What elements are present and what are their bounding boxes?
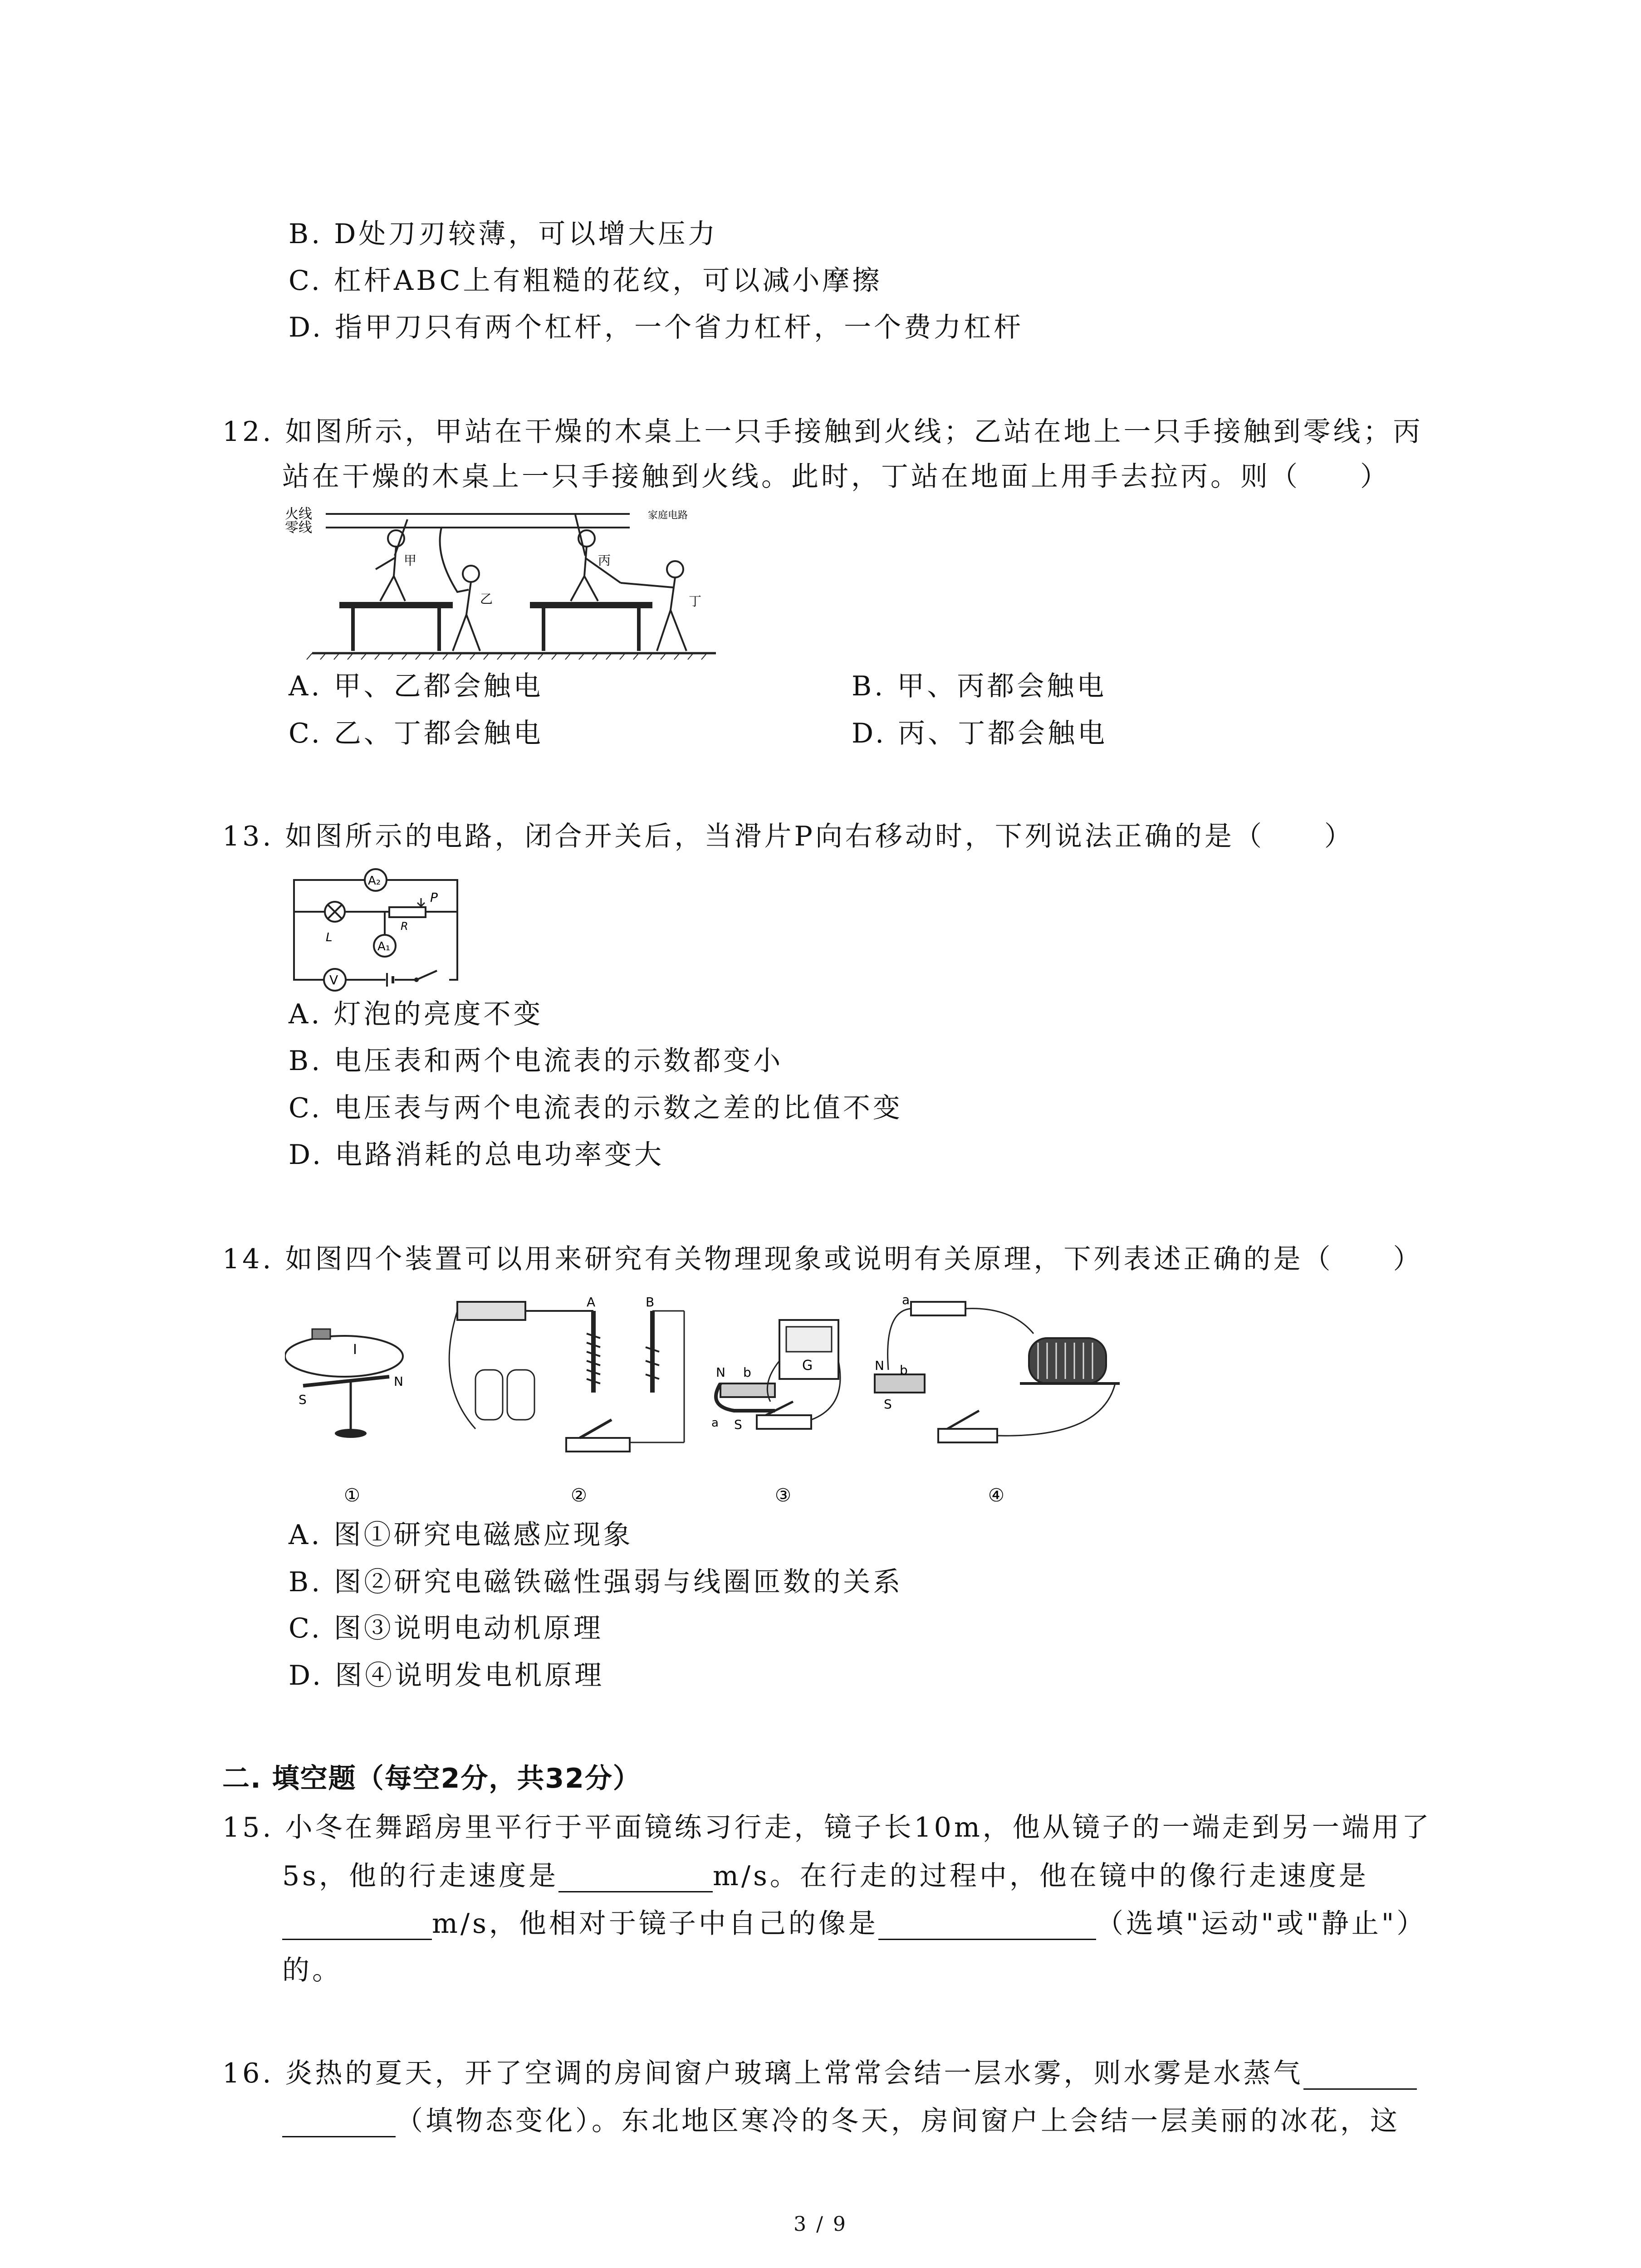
- q12-option-a: A. 甲、乙都会触电: [289, 670, 544, 702]
- q13-option-a: A. 灯泡的亮度不变: [289, 998, 544, 1030]
- q15-blank-3[interactable]: [878, 1912, 1096, 1940]
- q15-line4: 的。: [282, 1955, 342, 1986]
- north-label-3: N: [716, 1365, 725, 1380]
- q13-option-b: B. 电压表和两个电流表的示数都变小: [289, 1045, 784, 1077]
- q12-electric-shock-figure: [285, 501, 734, 665]
- q16-blank-1[interactable]: [1303, 2062, 1417, 2090]
- q12-option-d: D. 丙、丁都会触电: [852, 718, 1108, 749]
- q16-line1: [222, 2057, 1417, 2090]
- north-label-1: N: [394, 1374, 403, 1389]
- q13-option-c: C. 电压表与两个电流表的示数之差的比值不变: [289, 1092, 903, 1124]
- south-label-3: S: [734, 1417, 742, 1432]
- nail-a-label: A: [587, 1295, 596, 1310]
- q13-circuit-figure: [285, 862, 475, 993]
- q15-line1: 15. 小冬在舞蹈房里平行于平面镜练习行走，镜子长10m，他从镜子的一端走到另一端用了: [222, 1812, 1432, 1843]
- south-label-4: S: [884, 1397, 892, 1412]
- current-i-label: I: [353, 1342, 357, 1358]
- device-4-motor: [875, 1293, 1120, 1442]
- q14-option-d: D. 图④说明发电机原理: [289, 1660, 605, 1691]
- figure-label-3: ③: [775, 1485, 791, 1506]
- q12-stem-line2: 站在干燥的木桌上一只手接触到火线。此时，丁站在地面上用手去拉丙。则（ ）: [282, 461, 1390, 493]
- q11-option-d: D. 指甲刀只有两个杠杆，一个省力杠杆，一个费力杠杆: [289, 312, 1024, 343]
- q12-option-c: C. 乙、丁都会触电: [289, 718, 544, 749]
- q15-line2-part2: m/s。在行走的过程中，他在镜中的像行走速度是: [712, 1860, 1369, 1892]
- q16-blank-2[interactable]: [282, 2110, 396, 2137]
- q11-option-b: B. D处刀刃较薄，可以增大压力: [289, 218, 718, 250]
- figure-label-4: ④: [988, 1485, 1004, 1506]
- live-wire-label: 火线: [285, 506, 312, 522]
- lamp-l-label: L: [326, 931, 333, 944]
- south-label-1: S: [299, 1392, 307, 1407]
- resistor-r-label: R: [401, 920, 408, 933]
- section-2-title: 二. 填空题（每空2分，共32分）: [222, 1763, 641, 1794]
- q14-option-b: B. 图②研究电磁铁磁性强弱与线圈匝数的关系: [289, 1566, 903, 1598]
- q13-stem: 13. 如图所示的电路，闭合开关后，当滑片P向右移动时，下列说法正确的是（ ）: [222, 821, 1354, 852]
- a-label-3: a: [711, 1416, 719, 1430]
- q14-devices-figure: [285, 1293, 1147, 1510]
- q15-blank-1[interactable]: [558, 1865, 713, 1892]
- north-label-4: N: [875, 1358, 884, 1373]
- figure-label-1: ①: [344, 1485, 360, 1506]
- q15-line2: [282, 1860, 1369, 1892]
- q15-blank-2[interactable]: [282, 1912, 432, 1940]
- page-number: 3 / 9: [794, 2213, 847, 2236]
- q16-line2: [282, 2105, 1400, 2137]
- ammeter-a2-label: A₂: [368, 874, 381, 888]
- battery-plus-area: a: [902, 1293, 910, 1307]
- person-yi-label: 乙: [480, 591, 493, 606]
- neutral-wire-label: 零线: [285, 520, 312, 536]
- q14-option-c: C. 图③说明电动机原理: [289, 1613, 603, 1644]
- q13-option-d: D. 电路消耗的总电功率变大: [289, 1139, 665, 1171]
- person-bing-label: 丙: [598, 553, 611, 568]
- b-label-3: b: [743, 1365, 751, 1380]
- q12-stem-line1: 12. 如图所示，甲站在干燥的木桌上一只手接触到火线；乙站在地上一只手接触到零线；丙: [222, 416, 1423, 448]
- q11-option-c: C. 杠杆ABC上有粗糙的花纹，可以减小摩擦: [289, 265, 882, 297]
- circuit-note-label: 家庭电路: [648, 510, 688, 521]
- q12-option-b: B. 甲、丙都会触电: [852, 670, 1107, 702]
- q15-line3-part1: m/s，他相对于镜子中自己的像是: [432, 1908, 878, 1940]
- device-1-oersted: [285, 1329, 403, 1438]
- q14-option-a: A. 图①研究电磁感应现象: [289, 1519, 633, 1551]
- galvanometer-g-label: G: [802, 1358, 813, 1374]
- q14-stem: 14. 如图四个装置可以用来研究有关物理现象或说明有关原理，下列表述正确的是（ ）: [222, 1243, 1423, 1275]
- person-jia-label: 甲: [404, 553, 417, 568]
- b-label-4: b: [900, 1363, 908, 1378]
- device-3-galvanometer: [711, 1320, 840, 1432]
- device-2-electromagnets: [449, 1295, 684, 1452]
- q15-line3: [282, 1907, 1426, 1940]
- q15-line2-part1: 5s，他的行走速度是: [282, 1860, 558, 1892]
- person-ding-label: 丁: [689, 594, 702, 609]
- slider-p-label: P: [430, 890, 438, 905]
- ammeter-a1-label: A₁: [377, 940, 391, 953]
- nail-b-label: B: [646, 1295, 655, 1310]
- q16-line2-text: （填物态变化）。东北地区寒冷的冬天，房间窗户上会结一层美丽的冰花，这: [396, 2105, 1400, 2137]
- figure-label-2: ②: [571, 1485, 587, 1506]
- q16-line1-text: 16. 炎热的夏天，开了空调的房间窗户玻璃上常常会结一层水雾，则水雾是水蒸气: [222, 2058, 1303, 2089]
- q15-line3-part2: （选填"运动"或"静止"）: [1096, 1908, 1427, 1940]
- voltmeter-label: V: [329, 973, 338, 987]
